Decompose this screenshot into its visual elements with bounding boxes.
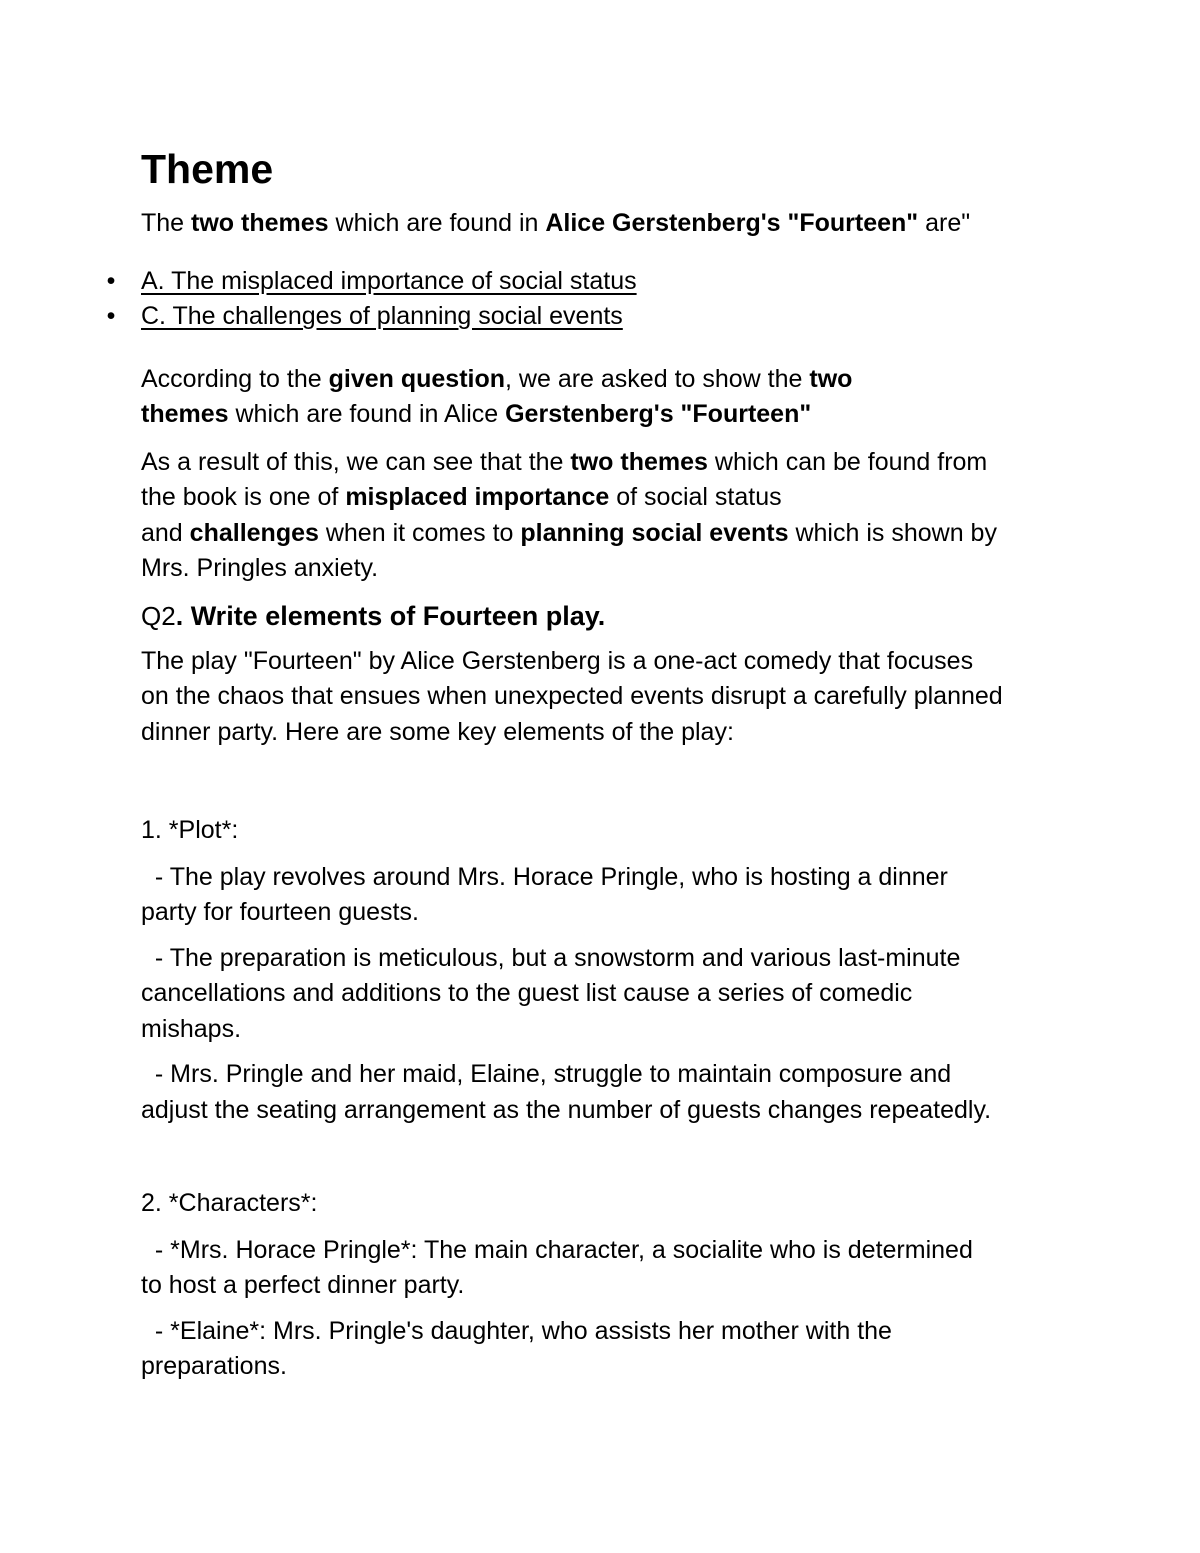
result-text-6: when it comes to: [318, 518, 521, 547]
plot-item-3-line-2: adjust the seating arrangement as the number of guests changes repeatedly.: [141, 1095, 992, 1124]
result-text-1: As a result of this, we can see that the: [141, 447, 571, 476]
bullet-icon: •: [106, 302, 116, 330]
play-intro-paragraph: [141, 644, 1071, 751]
according-paragraph: [141, 362, 1071, 433]
character-item-1-line-1: - *Mrs. Horace Pringle*: The main character, a socialite who is determined: [154, 1235, 973, 1264]
document-content: [106, 140, 1071, 1385]
plot-item-3: [141, 1057, 1071, 1128]
play-intro-line-3: dinner party. Here are some key elements of the play:: [141, 717, 734, 746]
intro-text-3: are": [918, 209, 971, 237]
result-text-4: of social status: [609, 483, 782, 511]
plot-item-2-line-3: mishaps.: [141, 1014, 242, 1043]
theme-c-text: C. The challenges of planning social events: [141, 302, 623, 330]
result-paragraph: [141, 445, 1071, 587]
according-text-3: which are found in Alice: [228, 400, 506, 428]
intro-text-2: which are found in: [328, 209, 546, 237]
result-bold-misplaced: misplaced importance: [345, 483, 610, 511]
plot-item-1-line-2: party for fourteen guests.: [141, 898, 419, 926]
play-intro-line-1: The play "Fourteen" by Alice Gerstenberg is a one-act comedy that focuses: [141, 646, 974, 675]
page-title: Theme: [141, 146, 274, 192]
plot-item-2: [141, 941, 1071, 1048]
result-bold-challenges: challenges: [189, 518, 319, 547]
according-bold-given-question: given question: [328, 364, 506, 393]
intro-text-1: The: [141, 209, 192, 237]
plot-item-2-line-1: - The preparation is meticulous, but a snowstorm and various last-minute: [154, 943, 961, 972]
result-bold-planning: planning social events: [520, 518, 789, 547]
plot-item-1-line-1: - The play revolves around Mrs. Horace Pringle, who is hosting a dinner: [154, 862, 948, 891]
according-text-2: , we are asked to show the: [505, 364, 810, 393]
characters-heading: 2. *Characters*:: [141, 1189, 318, 1217]
result-text-2: which can be found from: [707, 447, 988, 476]
character-item-2-line-1: - *Elaine*: Mrs. Pringle's daughter, who assists her mother with the: [154, 1316, 892, 1345]
result-text-8: Mrs. Pringles anxiety.: [141, 554, 379, 582]
result-text-5: and: [141, 518, 190, 547]
character-item-2: [141, 1314, 1071, 1385]
result-text-7: which is shown by: [788, 518, 997, 547]
question-2-number: Q2: [141, 600, 176, 631]
according-text-1: According to the: [141, 364, 329, 393]
according-bold-themes: themes: [141, 400, 229, 428]
theme-a-text: A. The misplaced importance of social status: [141, 266, 637, 295]
character-item-1-line-2: to host a perfect dinner party.: [141, 1271, 465, 1299]
intro-paragraph: [141, 206, 1071, 242]
list-item: [106, 264, 1071, 300]
themes-list: [106, 264, 1071, 335]
list-item: [106, 299, 1071, 335]
plot-item-3-line-1: - Mrs. Pringle and her maid, Elaine, struggle to maintain composure and: [154, 1060, 952, 1088]
bullet-icon: •: [106, 266, 116, 295]
intro-bold-two-themes: two themes: [191, 209, 329, 237]
intro-bold-author-title: Alice Gerstenberg's "Fourteen": [545, 209, 919, 237]
plot-item-1: [141, 860, 1071, 931]
result-text-3: the book is one of: [141, 483, 346, 511]
according-bold-two: two: [809, 364, 853, 393]
character-item-2-line-2: preparations.: [141, 1352, 287, 1380]
question-2-text: . Write elements of Fourteen play.: [175, 600, 606, 631]
character-item-1: [141, 1233, 1071, 1304]
according-bold-gerstenberg: Gerstenberg's "Fourteen": [505, 400, 812, 428]
plot-item-2-line-2: cancellations and additions to the guest list cause a series of comedic: [141, 979, 913, 1007]
plot-heading: 1. *Plot*:: [141, 816, 239, 844]
play-intro-line-2: on the chaos that ensues when unexpected events disrupt a carefully planned: [141, 682, 1003, 710]
question-2-heading: [141, 595, 1071, 637]
result-bold-two-themes: two themes: [570, 447, 708, 476]
